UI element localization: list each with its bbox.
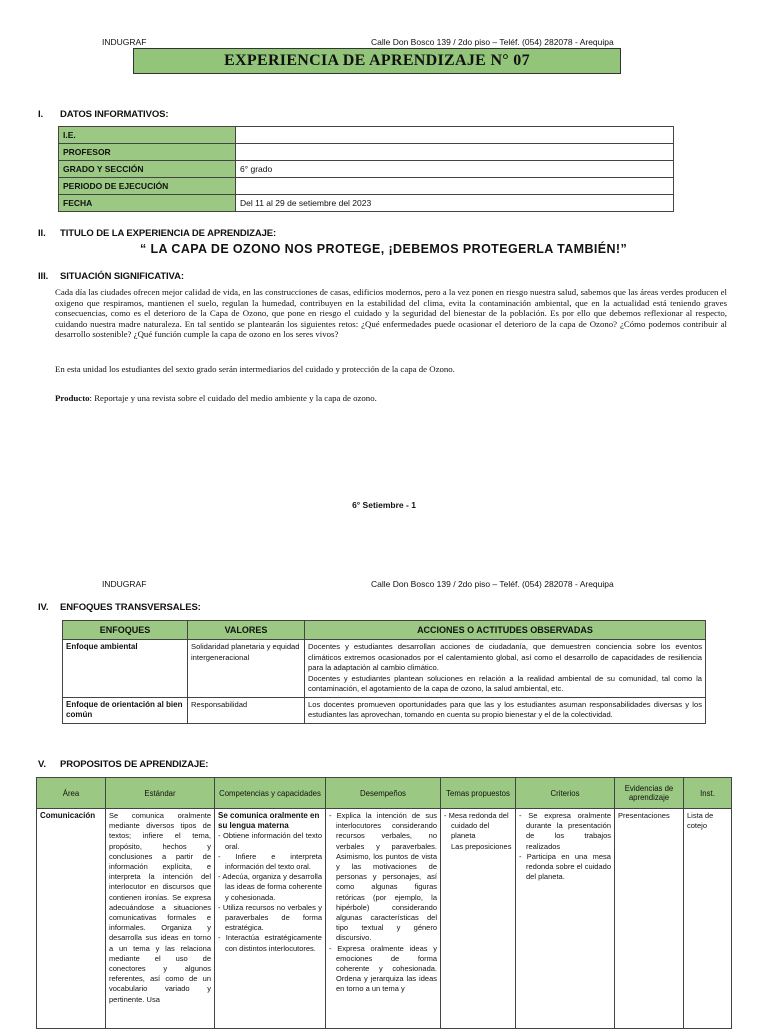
section-5-heading: V. PROPOSITOS DE APRENDIZAJE:: [38, 759, 209, 770]
criterios-list: [519, 811, 611, 882]
section-3-heading: III. SITUACIÓN SIGNIFICATIVA:: [38, 271, 184, 282]
company-name: INDUGRAF: [102, 37, 147, 47]
list-item: - Obtiene información del texto oral.: [218, 831, 322, 851]
competencias-header: Competencias y capacidades: [215, 778, 326, 809]
company-address-2: Calle Don Bosco 139 / 2do piso – Teléf. (054) 282078 - Arequipa: [371, 579, 614, 589]
info-row-ie: [59, 127, 674, 144]
list-item: - Utiliza recursos no verbales y paraverbales de forma estratégica.: [218, 903, 322, 934]
area-header: Área: [37, 778, 106, 809]
desempenos-cell: [326, 809, 441, 1029]
propositos-header-row: [37, 778, 732, 809]
info-row-periodo: [59, 178, 674, 195]
desempenos-list: [329, 811, 437, 995]
info-value: [236, 178, 674, 195]
page-title: EXPERIENCIA DE APRENDIZAJE N° 07: [133, 48, 621, 74]
info-row-profesor: [59, 144, 674, 161]
temas-list: [444, 811, 512, 842]
info-label: I.E.: [59, 127, 236, 144]
list-item: - Se expresa oralmente durante la presentación de los trabajos realizados: [519, 811, 611, 852]
list-item: - Explica la intención de sus interlocutores considerando recursos verbales, no verbales y paraverbales. Asimismo, los puntos de vista y las motivaciones de personas y personajes, así como algunas figuras retóricas (por ejemplo, la hipérbole) considerando algunas características del tipo textual y género discursivo.: [329, 811, 437, 944]
list-item: - Interactúa estratégicamente con distintos interlocutores.: [218, 933, 322, 953]
list-item: - Mesa redonda del cuidado del planeta: [444, 811, 512, 842]
list-item: - Expresa oralmente ideas y emociones de forma coherente y cohesionada. Ordena y jerarquiza las ideas en torno a un tema y: [329, 944, 437, 995]
competencia-title: Se comunica oralmente en su lengua materna: [218, 811, 320, 831]
enfoques-header-row: [63, 621, 706, 640]
enfoques-table: [62, 620, 706, 724]
enfoques-header: ENFOQUES: [63, 621, 188, 640]
list-item: - Infiere e interpreta información del texto oral.: [218, 852, 322, 872]
competencias-cell: [215, 809, 326, 1029]
estandar-cell: Se comunica oralmente mediante diversos tipos de textos; infiere el tema, propósito, hechos y conclusiones a partir de información explícita, e interpreta la intención del interlocutor en discursos que contienen ironías. Se expresa adecuándose a situaciones comunicativas formales e informales. Organiza y desarrolla sus ideas en torno a un tema y las relaciona mediante el uso de conectores y algunos referentes, así como de un vocabulario variado y pertinente. Usa: [106, 809, 215, 1029]
section-1-heading: I. DATOS INFORMATIVOS:: [38, 109, 169, 120]
product-line: [55, 393, 727, 404]
info-table: [58, 126, 674, 212]
criterios-cell: [516, 809, 615, 1029]
enfoque-name: Enfoque ambiental: [63, 640, 188, 698]
acciones-header: ACCIONES O ACTITUDES OBSERVADAS: [305, 621, 706, 640]
list-item: - Adecúa, organiza y desarrolla las ideas de forma coherente y cohesionada.: [218, 872, 322, 903]
evidencias-cell: Presentaciones: [615, 809, 684, 1029]
info-value: 6° grado: [236, 161, 674, 178]
area-cell: Comunicación: [37, 809, 106, 1029]
info-label: FECHA: [59, 195, 236, 212]
propositos-table: [36, 777, 732, 1029]
table-row: [37, 809, 732, 1029]
inst-cell: Lista de cotejo: [684, 809, 732, 1029]
experience-title: “ LA CAPA DE OZONO NOS PROTEGE, ¡DEBEMOS PROTEGERLA TAMBIÉN!”: [140, 242, 628, 256]
company-name-2: INDUGRAF: [102, 579, 147, 589]
inst-header: Inst.: [684, 778, 732, 809]
enfoque-name: Enfoque de orientación al bien común: [63, 697, 188, 723]
enfoque-acciones: Los docentes promueven oportunidades para que las y los estudiantes asuman responsabilidades diversas y los estudiantes las aprovechan, tomando en cuenta su propio bienestar y el de la colectividad.: [305, 697, 706, 723]
enfoque-valor: Solidaridad planetaria y equidad intergeneracional: [188, 640, 305, 698]
table-row: [63, 697, 706, 723]
situation-paragraph-2: En esta unidad los estudiantes del sexto grado serán intermediarios del cuidado y protección de la capa de Ozono.: [55, 364, 455, 374]
tema-item: Las preposiciones: [451, 841, 512, 851]
info-label: GRADO Y SECCIÓN: [59, 161, 236, 178]
product-text: : Reportaje y una revista sobre el cuidado del medio ambiente y la capa de ozono.: [89, 393, 377, 403]
table-row: [63, 640, 706, 698]
section-2-heading: II. TITULO DE LA EXPERIENCIA DE APRENDIZAJE:: [38, 228, 277, 239]
situation-paragraph-1: Cada día las ciudades ofrecen mejor calidad de vida, en las construcciones de casas, edificios modernos, pero a la vez ponen en riesgo nuestra salud, sabemos que las áreas verdes producen el oxigeno que respiramos, mantienen el suelo, regulan la humedad, contribuyen en la estabilidad del clima, evita la contaminación ambiental, que en la actualidad está teniendo graves consecuencias, como es el deterioro de la Capa de Ozono, que pone en riesgo el cuidado y la seguridad del bienestar de la población. Es por ello que debemos reflexionar al respecto, cuidando nuestra madre naturaleza. En tal sentido se plantearán los siguientes retos: ¿Qué enfermedades puede ocasionar el deterioro de la capa de Ozono? ¿Cómo podemos contribuir al desarrollo sostenible? ¿Qué función cumple la capa de ozono en los seres vivos?: [55, 287, 727, 340]
info-row-fecha: [59, 195, 674, 212]
product-label: Producto: [55, 393, 90, 403]
temas-cell: [441, 809, 516, 1029]
list-item: - Participa en una mesa redonda sobre el cuidado del planeta.: [519, 852, 611, 883]
evidencias-header: Evidencias de aprendizaje: [615, 778, 684, 809]
info-value: [236, 127, 674, 144]
enfoque-valor: Responsabilidad: [188, 697, 305, 723]
capacidades-list: [218, 831, 322, 953]
info-row-grado: [59, 161, 674, 178]
section-4-heading: IV. ENFOQUES TRANSVERSALES:: [38, 602, 201, 613]
page-footer: 6° Setiembre - 1: [352, 500, 416, 510]
company-address: Calle Don Bosco 139 / 2do piso – Teléf. (054) 282078 - Arequipa: [371, 37, 614, 47]
valores-header: VALORES: [188, 621, 305, 640]
desempenos-header: Desempeños: [326, 778, 441, 809]
enfoque-acciones: Docentes y estudiantes desarrollan acciones de ciudadanía, que demuestren conciencia sobre los eventos climáticos extremos ocasionados por el calentamiento global, así como el desarrollo de capacidades de resiliencia para la adaptación al cambio climático. Docentes y estudiantes plantean soluciones en relación a la realidad ambiental de su comunidad, tal como la contaminación, el agotamiento de la capa de ozono, la salud ambiental, etc.: [305, 640, 706, 698]
info-label: PROFESOR: [59, 144, 236, 161]
estandar-header: Estándar: [106, 778, 215, 809]
temas-header: Temas propuestos: [441, 778, 516, 809]
info-label: PERIODO DE EJECUCIÓN: [59, 178, 236, 195]
info-value: Del 11 al 29 de setiembre del 2023: [236, 195, 674, 212]
info-value: [236, 144, 674, 161]
criterios-header: Criterios: [516, 778, 615, 809]
